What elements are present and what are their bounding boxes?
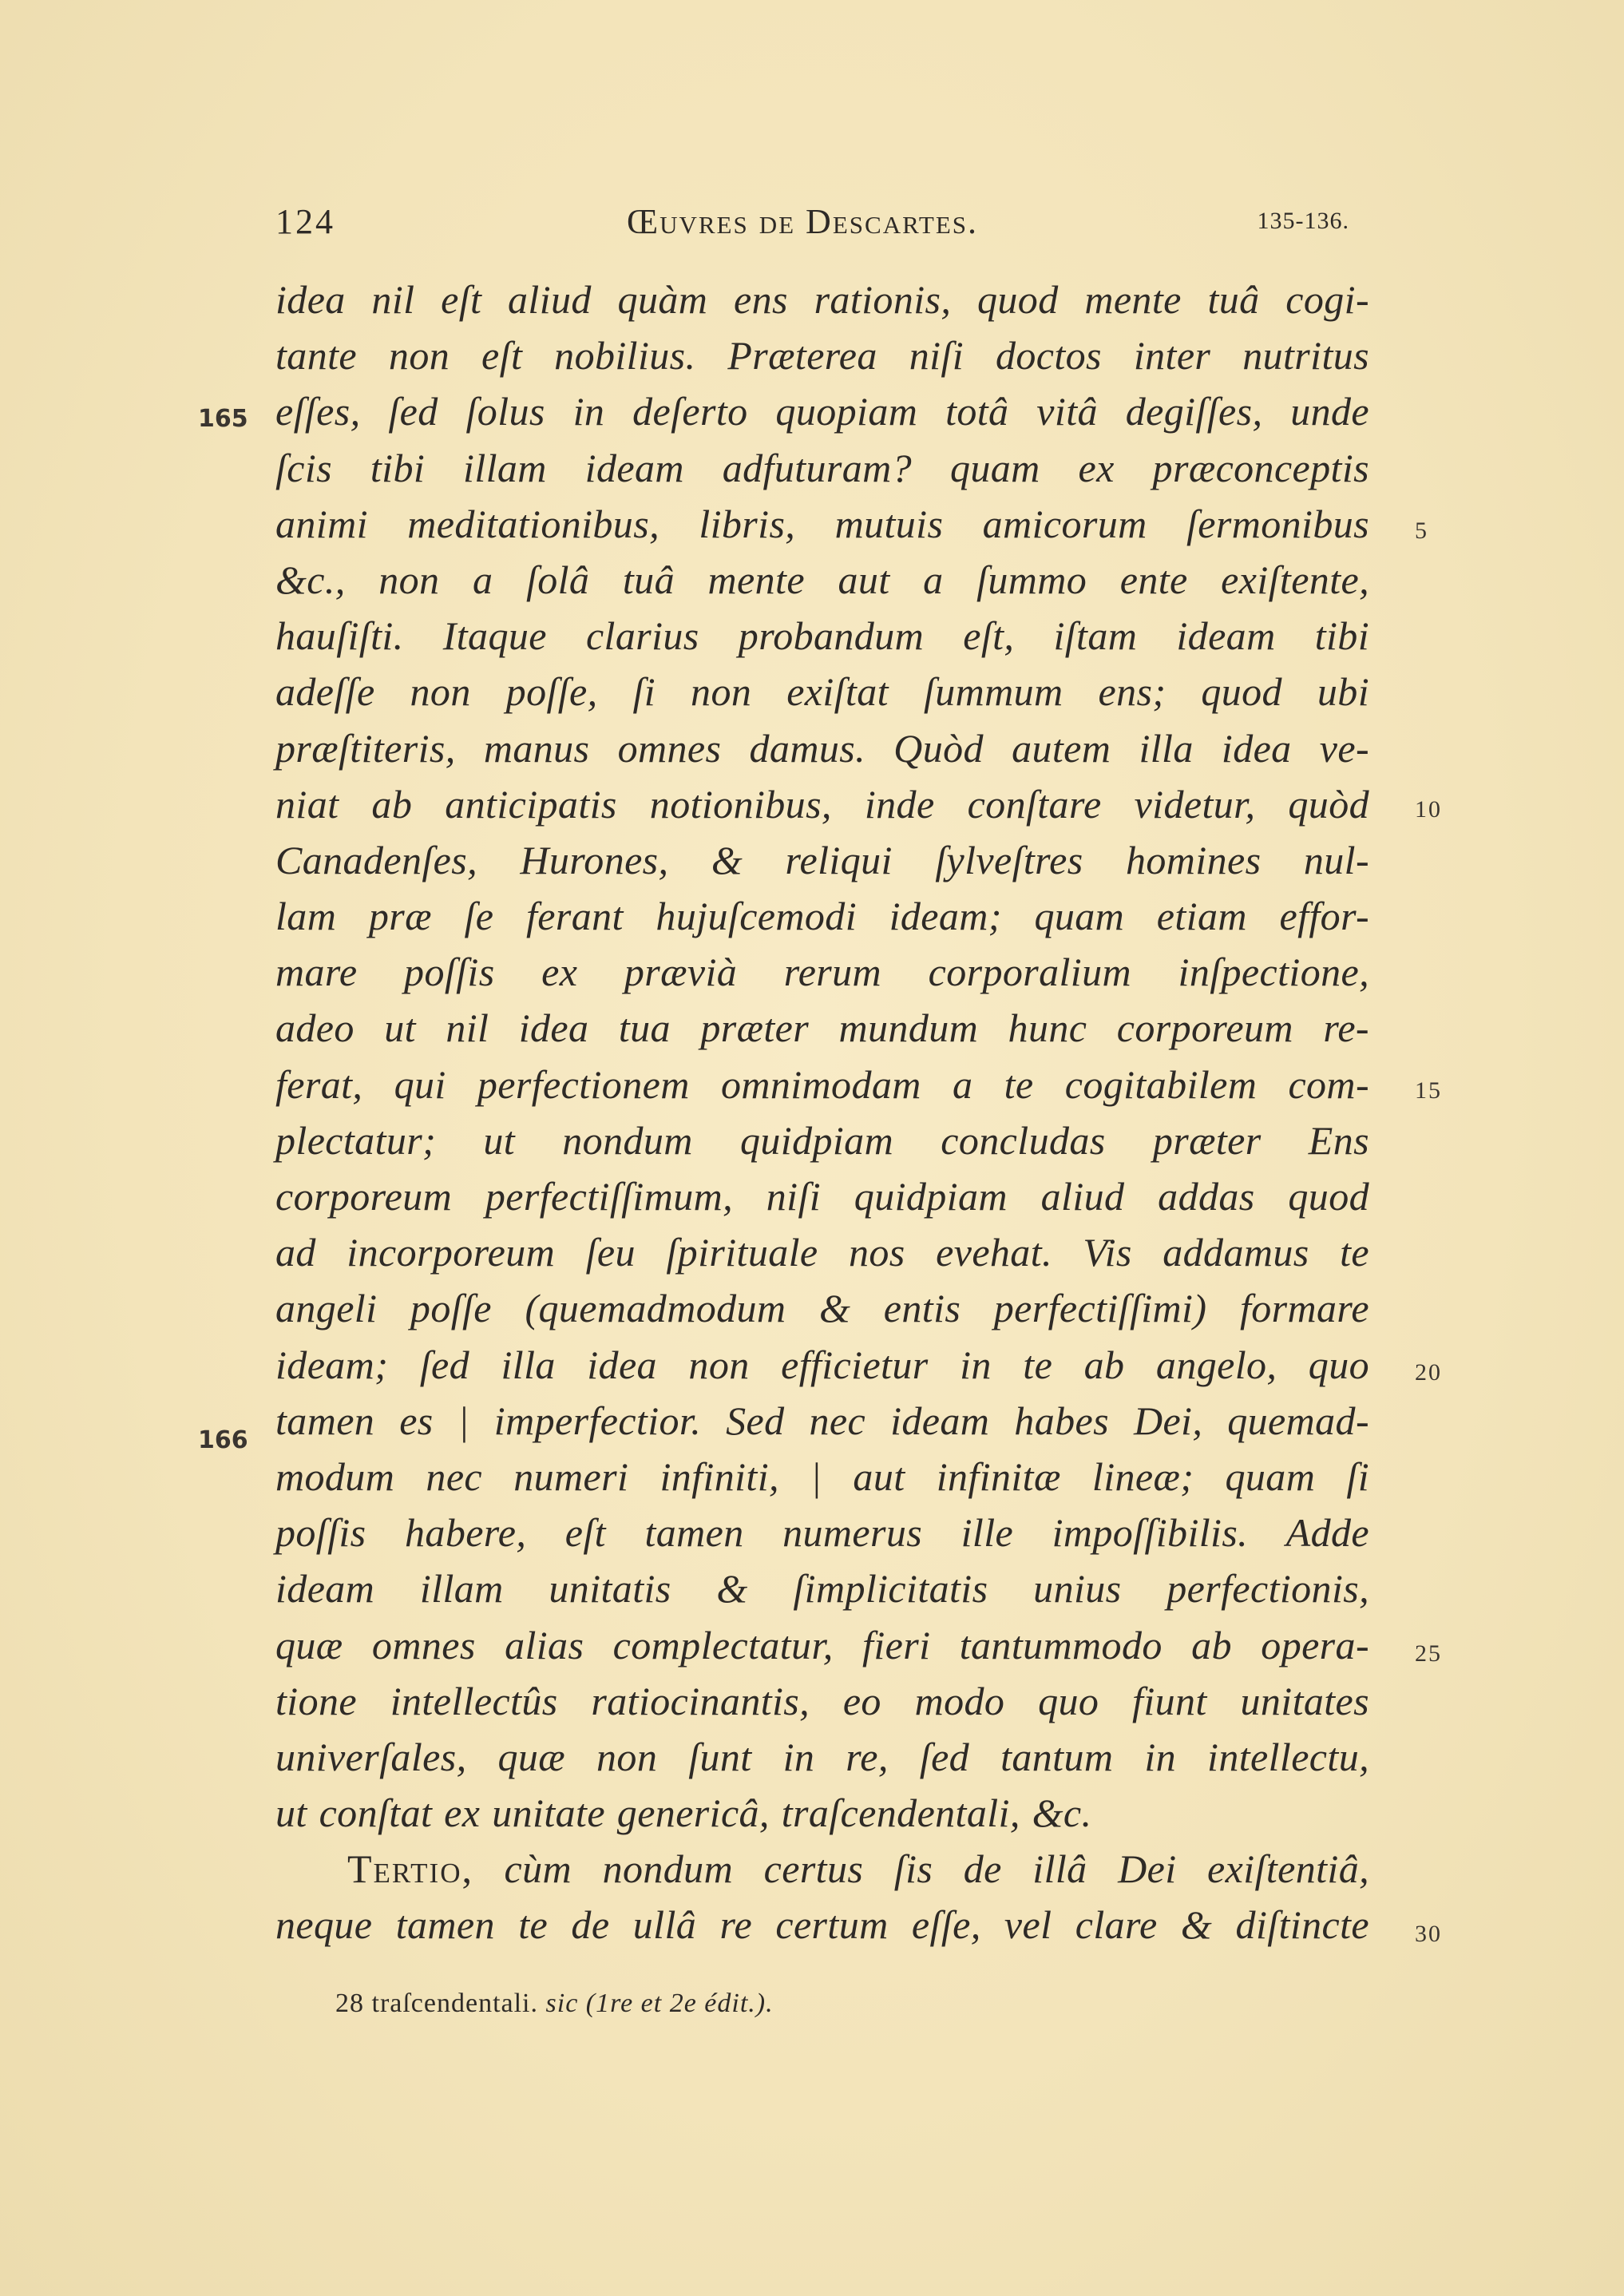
paragraph-line-rest: cùm nondum certus ſis de illâ Dei exiſtentiâ, xyxy=(504,1846,1369,1892)
text-line: adeo ut nil idea tua præter mundum hunc corporeum re- xyxy=(275,1005,1369,1051)
text-line: animi meditationibus, libris, mutuis amicorum ſermonibus xyxy=(275,501,1369,546)
paragraph-lead-word: Tertio, xyxy=(347,1846,473,1892)
text-line: plectatur; ut nondum quidpiam concludas præter Ens xyxy=(275,1117,1369,1163)
line-number-25: 25 xyxy=(1415,1640,1442,1667)
text-line: univerſales, quæ non ſunt in re, ſed tantum in intellectu, xyxy=(275,1734,1369,1779)
line-number-20: 20 xyxy=(1415,1359,1442,1386)
text-line: ferat, qui perfectionem omnimodam a te cogitabilem com- xyxy=(275,1061,1369,1107)
text-line: adeſſe non poſſe, ſi non exiſtat ſummum ens; quod ubi xyxy=(275,669,1369,715)
margin-ref-165: 165 xyxy=(198,405,248,433)
page-number: 124 xyxy=(275,202,335,241)
text-line: ſcis tibi illam ideam adfuturam? quam ex præconceptis xyxy=(275,445,1369,490)
text-line: tione intellectûs ratiocinantis, eo modo quo fiunt unitates xyxy=(275,1678,1369,1723)
page-range: 135-136. xyxy=(1257,208,1349,234)
text-line: ut conſtat ex unitate genericâ, traſcendentali, &c. xyxy=(275,1790,1092,1836)
footnote xyxy=(335,1989,774,2019)
text-line: tamen es | imperfectior. Sed nec ideam habes Dei, quemad- xyxy=(275,1398,1369,1443)
page-header xyxy=(275,201,1349,249)
text-line: ad incorporeum ſeu ſpirituale nos evehat. Vis addamus te xyxy=(275,1230,1369,1275)
footnote-note: sic (1re et 2e édit.). xyxy=(545,1989,774,2018)
text-line: corporeum perfectiſſimum, niſi quidpiam aliud addas quod xyxy=(275,1174,1369,1219)
text-line: præſtiteris, manus omnes damus. Quòd autem illa idea ve- xyxy=(275,725,1369,771)
line-number-15: 15 xyxy=(1415,1077,1442,1104)
text-line: niat ab anticipatis notionibus, inde conſtare videtur, quòd xyxy=(275,781,1369,827)
text-line: neque tamen te de ullâ re certum eſſe, vel clare & diſtincte xyxy=(275,1902,1369,1948)
footnote-text: traſcendentali. xyxy=(371,1989,539,2018)
margin-ref-166: 166 xyxy=(198,1426,248,1454)
text-line: quæ omnes alias complectatur, fieri tantummodo ab opera- xyxy=(275,1622,1369,1667)
text-line: eſſes, ſed ſolus in deſerto quopiam totâ vitâ degiſſes, unde xyxy=(275,389,1369,434)
text-line: &c., non a ſolâ tuâ mente aut a ſummo ente exiſtente, xyxy=(275,557,1369,602)
footnote-number: 28 xyxy=(335,1989,364,2018)
text-line: hauſiſti. Itaque clarius probandum eſt, iſtam ideam tibi xyxy=(275,613,1369,659)
text-line: poſſis habere, eſt tamen numerus ille impoſſibilis. Adde xyxy=(275,1510,1369,1556)
body-text xyxy=(275,272,1369,1953)
text-line: Canadenſes, Hurones, & reliqui ſylveſtres homines nul- xyxy=(275,837,1369,882)
paragraph-start-line xyxy=(275,1841,1369,1897)
text-line: idea nil eſt aliud quàm ens rationis, quod mente tuâ cogi- xyxy=(275,277,1369,322)
text-line: angeli poſſe (quemadmodum & entis perfectiſſimi) formare xyxy=(275,1286,1369,1331)
text-line: ideam illam unitatis & ſimplicitatis unius perfectionis, xyxy=(275,1566,1369,1612)
running-title: Œuvres de Descartes. xyxy=(626,202,979,241)
text-line: tante non eſt nobilius. Præterea niſi doctos inter nutritus xyxy=(275,333,1369,379)
line-number-30: 30 xyxy=(1415,1921,1442,1947)
text-line: lam præ ſe ferant hujuſcemodi ideam; quam etiam effor- xyxy=(275,894,1369,939)
text-line: ideam; ſed illa idea non efficietur in te ab angelo, quo xyxy=(275,1342,1369,1387)
line-number-5: 5 xyxy=(1415,517,1428,544)
text-line: modum nec numeri infiniti, | aut infinitæ lineæ; quam ſi xyxy=(275,1453,1369,1499)
text-line: mare poſſis ex prævià rerum corporalium inſpectione, xyxy=(275,950,1369,995)
line-number-10: 10 xyxy=(1415,796,1442,823)
